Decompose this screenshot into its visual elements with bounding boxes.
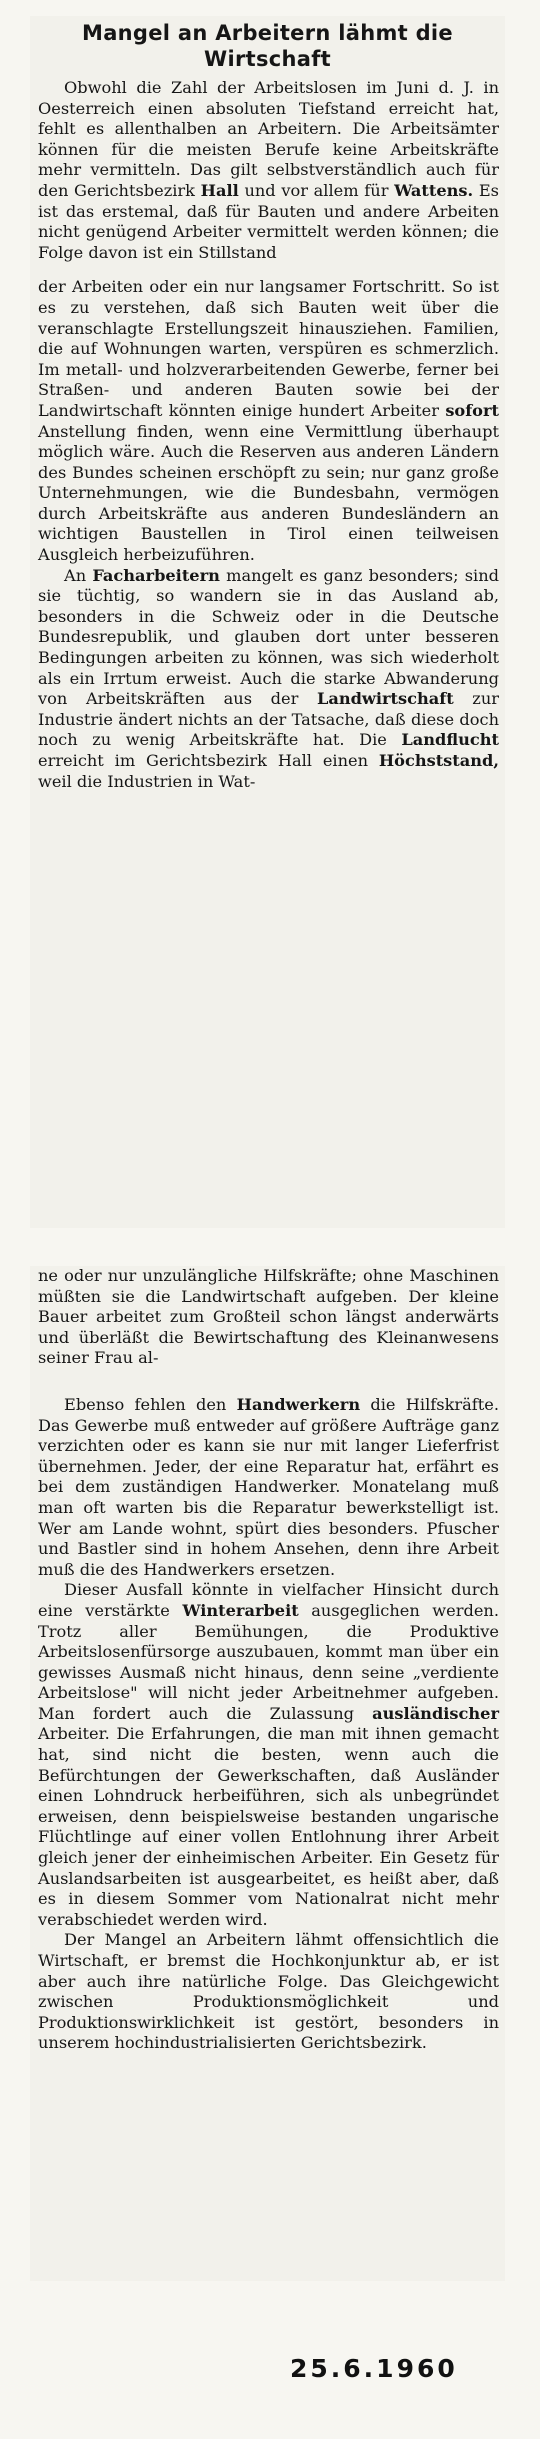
paragraph-1-bold-hall: Hall [200,180,239,200]
article-headline [30,20,505,72]
paragraph-6-text-c: ausgeglichen werden. Trotz aller Bemühungen, die Produktive Arbeitslosenfürsorge auszubauen, kommt man über ein gewisses Ausmaß nicht hinaus, denn seine „verdiente Arbeitslose" will nicht jeder Arbeitnehmer aufgeben. Man fordert auch die Zulassung [38,1600,499,1723]
paragraph-5-text-a: Ebenso fehlen den [64,1394,237,1414]
paragraph-3-bold-landflucht: Landflucht [401,730,499,750]
paragraph-4: ne oder nur unzulängliche Hilfskräfte; ohne Maschinen müßten sie die Landwirtschaft aufgeben. Der kleine Bauer arbeitet zum Großteil schon längst anderwärts und überläßt die Bewirtschaftung des Kleinanwesens seiner Frau al- [38,1266,499,1368]
paragraph-3 [30,566,505,793]
paragraph-2-text-a: der Arbeiten oder ein nur langsamer Fortschritt. So ist es zu verstehen, daß sich Bauten weit über die veranschlagte Erstellungszeit hinausziehen. Familien, die auf Wohnungen warten, verspüren es schmerzlich. Im metall- und holzverarbeitenden Gewerbe, ferner bei Straßen- und anderen Bauten sowie bei der Landwirtschaft könnten einige hundert Arbeiter [38,277,499,420]
paragraph-3-bold-landwirtschaft: Landwirtschaft [316,689,454,709]
paragraph-2-text-c: Anstellung finden, wenn eine Vermittlung überhaupt möglich wäre. Auch die Reserven aus anderen Ländern des Bundes scheinen erschöpft zu sein; nur ganz große Unternehmungen, wie die Bundesbahn, vermögen durch Arbeitskräfte aus anderen Bundesländern an wichtigen Baustellen in Tirol einen teilweisen Ausgleich herbeizuführen. [38,421,499,565]
paragraph-3-text-e: erreicht im Gerichtsbezirk Hall einen [38,751,379,770]
article-clipping-top [30,16,505,1228]
handwritten-date: 25.6.1960 [290,2354,458,2383]
paragraph-1-bold-wattens: Wattens. [394,180,474,200]
paragraph-2-bold-sofort: sofort [445,400,499,420]
paragraph-2 [30,277,505,565]
paragraph-6-text-d: Arbeiter. Die Erfahrungen, die man mit ihnen gemacht hat, sind nicht die besten, wenn auch die Befürchtungen der Gewerkschaften, daß Ausländer einen Lohndruck herbeiführen, sich als unbegründet erweisen, denn beispielsweise bestanden ungarische Flüchtlinge auf einer vollen Entlohnung ihrer Arbeit gleich jener der einheimischen Arbeiter. Ein Gesetz für Auslandsarbeiten ist ausgearbeitet, es heißt aber, daß es in diesem Sommer vom Nationalrat nicht mehr verabschiedet werden wird. [38,1724,499,1929]
article-clipping-bottom [30,1266,505,2281]
headline-line-2: Wirtschaft [203,47,331,71]
paragraph-6-text-a: Dieser Ausfall könnte in vielfacher Hinsicht durch eine verstärkte [38,1580,499,1620]
paragraph-1-text-d: Es ist das erstemal, daß für Bauten und andere Arbeiten nicht genügend Arbeiter vermittelt werden können; die Folge davon ist ein Stillstand [38,180,499,262]
paragraph-3-text-f: weil die Industrien in Wat- [38,771,256,791]
headline-line-1: Mangel an Arbeitern lähmt die [82,21,453,45]
paragraph-7: Der Mangel an Arbeitern lähmt offensichtlich die Wirtschaft, er bremst die Hochkonjunktur ab, er ist aber auch ihre natürliche Folge. Das Gleichgewicht zwischen Produktionsmöglichkeit und Produktionswirklichkeit ist gestört, besonders in unserem hochindustrialisierten Gerichtsbezirk. [38,1930,499,2053]
paragraph-3-bold-facharbeitern: Facharbeitern [92,565,220,585]
paragraph-1-text-a: Obwohl die Zahl der Arbeitslosen im Juni d. J. in Oesterreich einen absoluten Tiefstand erreicht hat, fehlt es allenthalben an Arbeitern. Die Arbeitsämter können für die meisten Berufe keine Arbeitskräfte mehr vermitteln. Das gilt selbstverständlich auch für den Gerichtsbezirk [38,78,499,200]
paragraph-5 [30,1395,505,1580]
paragraph-3-text-c: mangelt es ganz besonders; sind sie tüchtig, so wandern sie in das Ausland ab, besonders in die Schweiz oder in die Deutsche Bundesrepublik, und glauben dort unter besseren Bedingungen arbeiten zu können, was sich wiederholt als ein Irrtum erweist. Auch die starke Abwanderung von Arbeitskräften aus der [38,565,499,709]
paragraph-6-bold-winterarbeit: Winterarbeit [182,1600,299,1620]
paragraph-6 [30,1580,505,1930]
paragraph-3-bold-hoechststand: Höchststand, [378,751,499,770]
paragraph-5-text-c: die Hilfskräfte. Das Gewerbe muß entweder auf größere Aufträge ganz verzichten oder es kann sie nur mit langer Lieferfrist übernehmen. Jeder, der eine Reparatur hat, erfährt es bei dem zuständigen Handwerker. Monatelang muß man oft warten bis die Reparatur bewerkstelligt ist. Wer am Lande wohnt, spürt dies besonders. Pfuscher und Bastler sind in hohem Ansehen, denn ihre Arbeit muß die des Handwerkers ersetzen. [38,1394,499,1579]
paragraph-6-bold-auslaendischer: ausländischer [372,1703,499,1723]
paragraph-3-text-d: zur Industrie ändert nichts an der Tatsache, daß diese doch noch zu wenig Arbeitskräfte hat. Die [38,689,499,750]
paragraph-1 [30,78,505,263]
paragraph-1-text-c: und vor allem für [238,180,395,200]
paragraph-3-text-a: An [64,565,93,585]
paragraph-5-bold-handwerkern: Handwerkern [236,1394,361,1414]
